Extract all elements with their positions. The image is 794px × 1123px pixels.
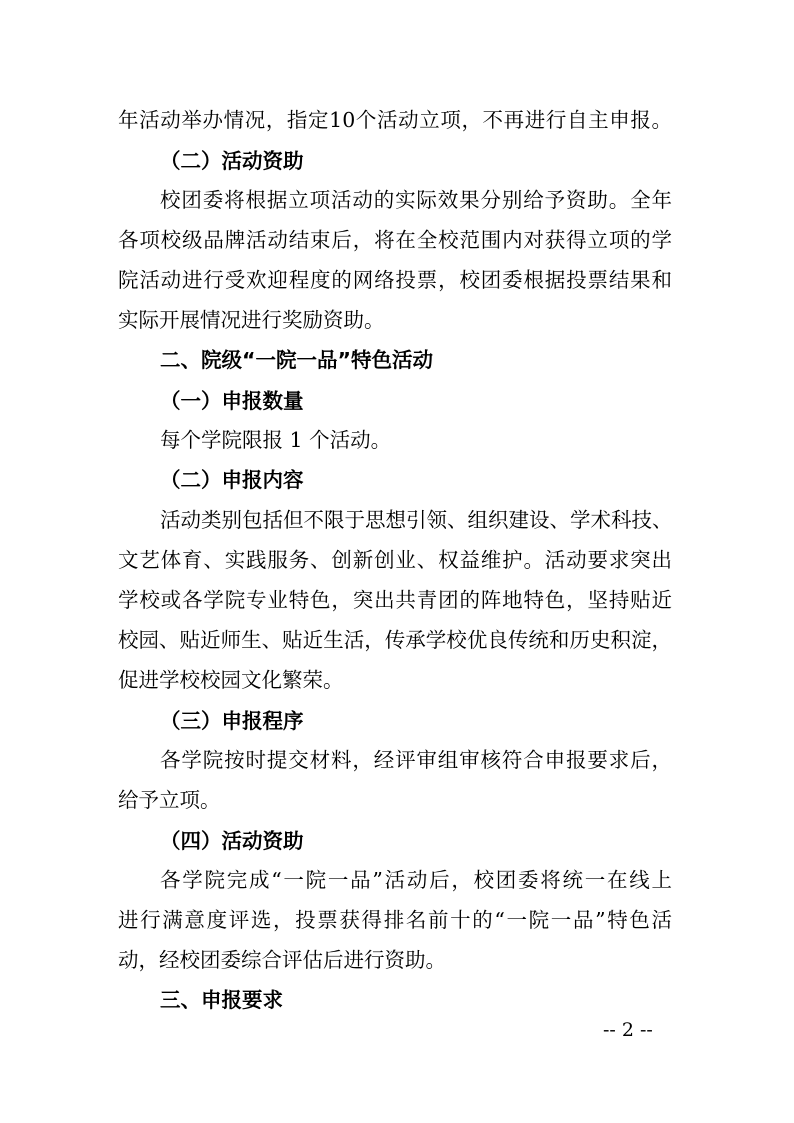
subheading: （一）申报数量: [160, 389, 304, 413]
subheading: （三）申报程序: [160, 709, 304, 733]
paragraph-line: 动，经校团委综合评估后进行资助。: [118, 948, 446, 972]
paragraph-line: 校园、贴近师生、贴近生活，传承学校优良传统和历史积淀，: [118, 628, 672, 652]
paragraph-line: 给予立项。: [118, 788, 221, 812]
paragraph-line: 促进学校校园文化繁荣。: [118, 668, 344, 692]
paragraph-line: 各学院完成“一院一品”活动后，校团委将统一在线上: [160, 868, 672, 892]
subheading: （二）申报内容: [160, 468, 304, 492]
section-heading: 三、申报要求: [160, 988, 283, 1012]
section-heading: 二、院级“一院一品”特色活动: [160, 348, 433, 372]
paragraph-line: 文艺体育、实践服务、创新创业、权益维护。活动要求突出: [118, 548, 672, 572]
paragraph-line: 实际开展情况进行奖励资助。: [118, 308, 385, 332]
paragraph-line: 每个学院限报 1 个活动。: [160, 428, 392, 452]
paragraph-line: 各项校级品牌活动结束后，将在全校范围内对获得立项的学: [118, 228, 672, 252]
paragraph-line: 各学院按时提交材料，经评审组审核符合申报要求后，: [160, 748, 672, 772]
paragraph-line: 进行满意度评选，投票获得排名前十的“一院一品”特色活: [118, 908, 672, 932]
paragraph-line: 活动类别包括但不限于思想引领、组织建设、学术科技、: [160, 508, 673, 532]
subheading: （二）活动资助: [160, 149, 304, 173]
page-number: -- 2 --: [603, 1019, 653, 1041]
paragraph-line: 院活动进行受欢迎程度的网络投票，校团委根据投票结果和: [118, 268, 672, 292]
paragraph-line: 校团委将根据立项活动的实际效果分别给予资助。全年: [160, 188, 672, 212]
paragraph-line: 学校或各学院专业特色，突出共青团的阵地特色，坚持贴近: [118, 588, 672, 612]
paragraph-line: 年活动举办情况，指定10个活动立项，不再进行自主申报。: [118, 108, 672, 132]
subheading: （四）活动资助: [160, 829, 304, 853]
